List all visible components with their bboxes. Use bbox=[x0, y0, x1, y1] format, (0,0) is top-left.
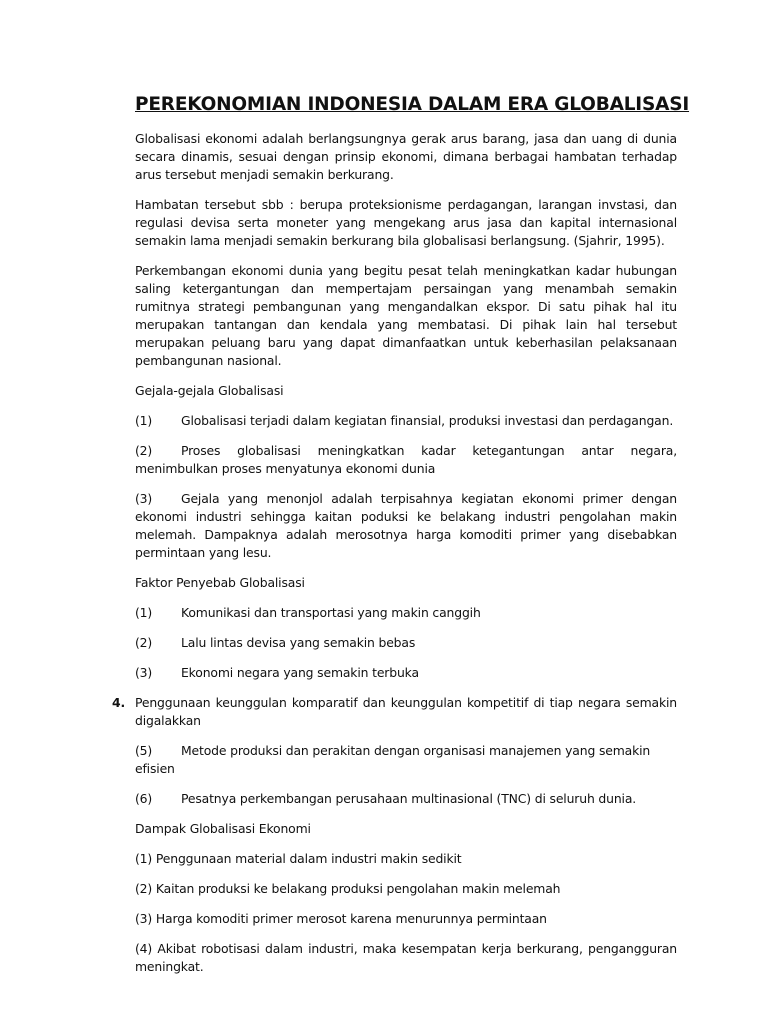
gejala-item-3-number: (3) bbox=[135, 491, 153, 506]
gejala-item-2-number: (2) bbox=[135, 443, 153, 458]
gejala-item-3-text: Gejala yang menonjol adalah terpisahnya kegiatan ekonomi primer dengan ekonomi industri sehingga kaitan poduksi ke belakang industri pengolahan makin melemah. Dampaknya adalah merosotnya harga komoditi primer yang disebabkan permintaan yang lesu. bbox=[135, 491, 677, 560]
faktor-item-3-text: Ekonomi negara yang semakin terbuka bbox=[181, 665, 419, 680]
document-title: PEREKONOMIAN INDONESIA DALAM ERA GLOBALISASI bbox=[135, 94, 690, 115]
faktor-item-6-text: Pesatnya perkembangan perusahaan multinasional (TNC) di seluruh dunia. bbox=[181, 791, 637, 806]
faktor-item-5-number: (5) bbox=[135, 743, 153, 758]
dampak-item-3: (3) Harga komoditi primer merosot karena menurunnya permintaan bbox=[135, 911, 547, 926]
faktor-heading: Faktor Penyebab Globalisasi bbox=[135, 575, 305, 590]
faktor-item-2-number: (2) bbox=[135, 635, 153, 650]
faktor-item-2 bbox=[135, 634, 677, 652]
gejala-item-3 bbox=[135, 490, 677, 562]
dampak-item-2: (2) Kaitan produksi ke belakang produksi pengolahan makin melemah bbox=[135, 881, 561, 896]
dampak-item-4: (4) Akibat robotisasi dalam industri, maka kesempatan kerja berkurang, pengangguran meningkat. bbox=[135, 941, 677, 974]
dampak-item-1: (1) Penggunaan material dalam industri makin sedikit bbox=[135, 851, 462, 866]
gejala-item-1-text: Globalisasi terjadi dalam kegiatan finansial, produksi investasi dan perdagangan. bbox=[181, 413, 674, 428]
paragraph-2: Hambatan tersebut sbb : berupa proteksionisme perdagangan, larangan invstasi, dan regulasi devisa serta moneter yang mengekang arus jasa dan kapital internasional semakin lama menjadi semakin berkurang bila globalisasi berlangsung. (Sjahrir, 1995). bbox=[135, 197, 677, 248]
faktor-item-1 bbox=[135, 604, 677, 622]
faktor-item-6 bbox=[135, 790, 677, 808]
gejala-item-1 bbox=[135, 412, 677, 430]
faktor-item-2-text: Lalu lintas devisa yang semakin bebas bbox=[181, 635, 416, 650]
faktor-item-3-number: (3) bbox=[135, 665, 153, 680]
gejala-item-1-number: (1) bbox=[135, 413, 153, 428]
gejala-heading: Gejala-gejala Globalisasi bbox=[135, 383, 284, 398]
gejala-item-2-text: Proses globalisasi meningkatkan kadar ketegantungan antar negara, menimbulkan proses menyatunya ekonomi dunia bbox=[135, 443, 677, 476]
dampak-heading: Dampak Globalisasi Ekonomi bbox=[135, 821, 311, 836]
faktor-item-6-number: (6) bbox=[135, 791, 153, 806]
faktor-item-4-text: Penggunaan keunggulan komparatif dan keunggulan kompetitif di tiap negara semakin digalakkan bbox=[135, 695, 677, 728]
document-body bbox=[112, 92, 690, 988]
paragraph-1: Globalisasi ekonomi adalah berlangsungnya gerak arus barang, jasa dan uang di dunia secara dinamis, sesuai dengan prinsip ekonomi, dimana berbagai hambatan terhadap arus tersebut menjadi semakin berkurang. bbox=[135, 131, 677, 182]
faktor-item-3 bbox=[135, 664, 677, 682]
faktor-item-5-text: Metode produksi dan perakitan dengan organisasi manajemen yang semakin efisien bbox=[135, 743, 651, 776]
gejala-item-2 bbox=[135, 442, 677, 478]
faktor-item-5 bbox=[135, 742, 677, 778]
faktor-item-4-number: 4. bbox=[112, 695, 126, 710]
paragraph-3: Perkembangan ekonomi dunia yang begitu pesat telah meningkatkan kadar hubungan saling ketergantungan dan mempertajam persaingan yang menambah semakin rumitnya strategi pembangunan yang mengandalkan ekspor. Di satu pihak hal itu merupakan tantangan dan kendala yang membatasi. Di pihak lain hal tersebut merupakan peluang baru yang dapat dimanfaatkan untuk keberhasilan pelaksanaan pembangunan nasional. bbox=[135, 263, 677, 368]
faktor-item-4 bbox=[112, 694, 677, 730]
faktor-item-1-text: Komunikasi dan transportasi yang makin canggih bbox=[181, 605, 481, 620]
faktor-item-1-number: (1) bbox=[135, 605, 153, 620]
